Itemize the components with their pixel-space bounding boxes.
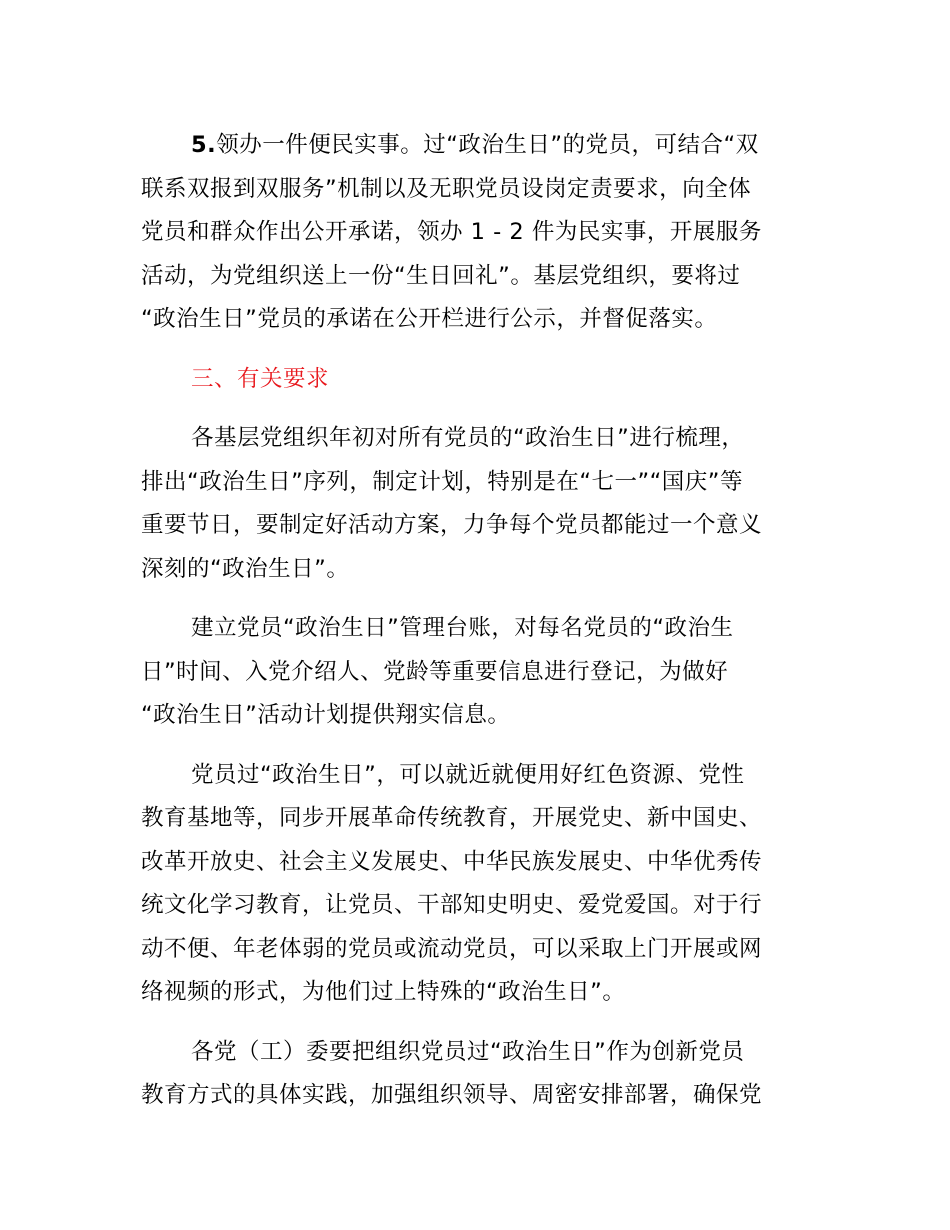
paragraph-requirements-3 <box>141 754 813 1015</box>
paragraph-line: 动不便、年老体弱的党员或流动党员，可以采取上门开展或网 <box>141 935 763 962</box>
paragraph-line: 教育方式的具体实践，加强组织领导、周密安排部署，确保党 <box>141 1082 763 1108</box>
paragraph-item-5 <box>141 124 813 342</box>
paragraph-line: “政治生日”活动计划提供翔实信息。 <box>141 702 511 728</box>
paragraph-line: 建立党员“政治生日”管理台账，对每名党员的“政治生 <box>191 615 734 641</box>
paragraph-line: 党员过“政治生日”，可以就近就便用好红色资源、党性 <box>191 761 745 788</box>
paragraph-line: 深刻的“政治生日”。 <box>141 555 350 582</box>
paragraph-line: 教育基地等，同步开展革命传统教育，开展党史、新中国史、 <box>141 805 763 831</box>
paragraph-line: 各基层党组织年初对所有党员的“政治生日”进行梳理， <box>191 425 745 451</box>
paragraph-line: 日”时间、入党介绍人、党龄等重要信息进行登记，为做好 <box>141 658 729 685</box>
paragraph-line: 排出“政治生日”序列，制定计划，特别是在“七一”“国庆”等 <box>141 468 743 495</box>
paragraph-requirements-1 <box>141 417 813 591</box>
paragraph-line: 改革开放史、社会主义发展史、中华民族发展史、中华优秀传 <box>141 848 763 875</box>
paragraph-line: 统文化学习教育，让党员、干部知史明史、爱党爱国。对于行 <box>141 892 763 918</box>
section-heading <box>141 358 813 402</box>
item-number: 5. <box>191 132 217 158</box>
paragraph-line: 联系双报到双服务”机制以及无职党员设岗定责要求，向全体 <box>141 175 752 202</box>
paragraph-line: 络视频的形式，为他们过上特殊的“政治生日”。 <box>141 979 626 1005</box>
line-text: 领办一件便民实事。过“政治生日”的党员，可结合“双 <box>216 132 759 158</box>
paragraph-line: 重要节日，要制定好活动方案，力争每个党员都能过一个意义 <box>141 512 763 538</box>
paragraph-requirements-2 <box>141 607 813 738</box>
paragraph-line: 各党（工）委要把组织党员过“政治生日”作为创新党员 <box>191 1038 745 1065</box>
document-page <box>141 124 813 1118</box>
paragraph-line <box>141 124 813 168</box>
section-heading-text: 三、有关要求 <box>191 365 330 392</box>
paragraph-line: 活动，为党组织送上一份“生日回礼”。基层党组织，要将过 <box>141 262 741 289</box>
paragraph-line: 党员和群众作出公开承诺，领办 1 - 2 件为民实事，开展服务 <box>141 219 762 245</box>
paragraph-line: “政治生日”党员的承诺在公开栏进行公示，并督促落实。 <box>141 306 718 332</box>
paragraph-requirements-4 <box>141 1031 813 1118</box>
